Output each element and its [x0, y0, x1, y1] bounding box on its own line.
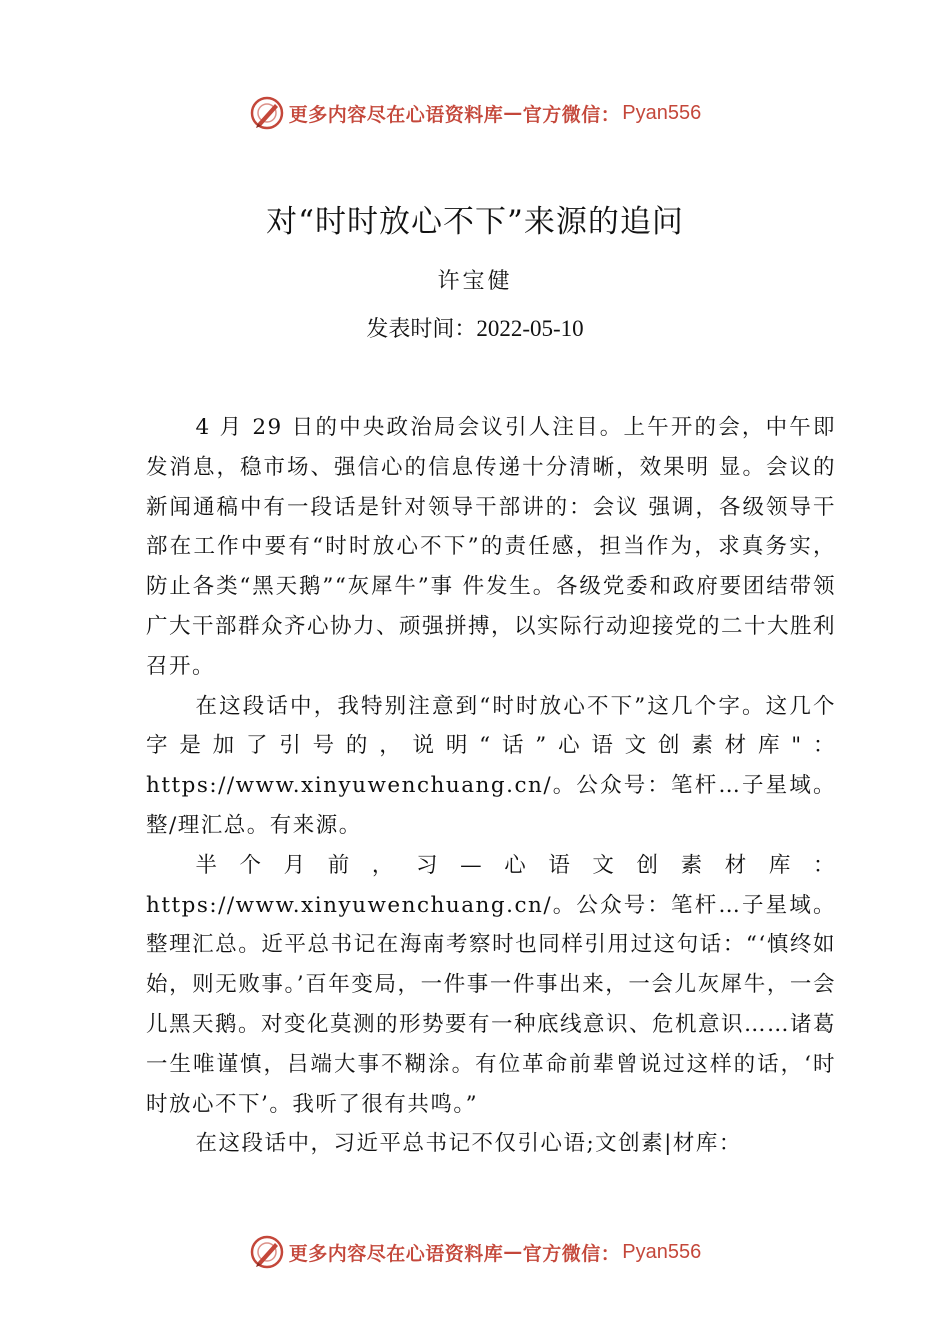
publish-date	[0, 312, 950, 343]
banner-text: 更多内容尽在心语资料库	[288, 1242, 504, 1265]
publish-date-label: 发表时间：	[366, 317, 477, 342]
banner-wechat-label: 官方微信：	[522, 103, 621, 126]
article-author: 许宝健	[437, 269, 513, 294]
article-body	[146, 408, 836, 1164]
paragraph: 4 月 29 日的中央政治局会议引人注目。上午开的会，中午即发消息，稳市场、强信心的信息传递十分清晰，效果明 显。会议的新闻通稿中有一段话是针对领导干部讲的：会议 强调，各级领导干部在工作中要有“时时放心不下”的责任感，担当作为，求真务实，防止各类“黑天鹅”“灰犀牛”事 件发生。各级党委和政府要团结带领广大干部群众齐心协力、顽强拼搏，以实际行动迎接党的二十大胜利召开。	[146, 415, 837, 679]
pen-logo-icon	[249, 1234, 285, 1270]
paragraph: 在这段话中，习近平总书记不仅引心语;文创素|材库：	[195, 1131, 742, 1157]
article-title: 对“时时放心不下”来源的追问	[266, 204, 684, 240]
banner-wechat-id: Pyan556	[622, 1240, 702, 1263]
banner-text: 更多内容尽在心语资料库	[288, 103, 504, 126]
pen-logo-icon	[249, 95, 285, 131]
banner-wechat-id: Pyan556	[622, 101, 702, 124]
footer-banner	[0, 1232, 950, 1272]
publish-date-value: 2022-05-10	[476, 316, 584, 341]
paragraph: 在这段话中，我特别注意到“时时放心不下”这几个字。这几个字是加了引号的，说明“话”心语文创素材库"：https://www.xinyuwenchuang.cn/。公众号：笔杆…子星域。整/理汇总。有来源。	[146, 693, 836, 838]
header-banner	[0, 93, 950, 133]
banner-dash: —	[503, 102, 523, 124]
paragraph: 半个月前，习—心语文创素材库：https://www.xinyuwenchuang.cn/。公众号：笔杆…子星域。整理汇总。近平总书记在海南考察时也同样引用过这句话：“‘慎终如始，则无败事。’百年变局，一件事一件事出来，一会儿灰犀牛，一会儿黑天鹅。对变化莫测的形势要有一种底线意识、危机意识……诸葛一生唯谨慎，吕端大事不糊涂。有位革命前辈曾说过这样的话，‘时时放心不下’。我听了很有共鸣。”	[146, 852, 837, 1117]
banner-wechat-label: 官方微信：	[522, 1242, 621, 1265]
banner-dash: —	[503, 1241, 523, 1263]
